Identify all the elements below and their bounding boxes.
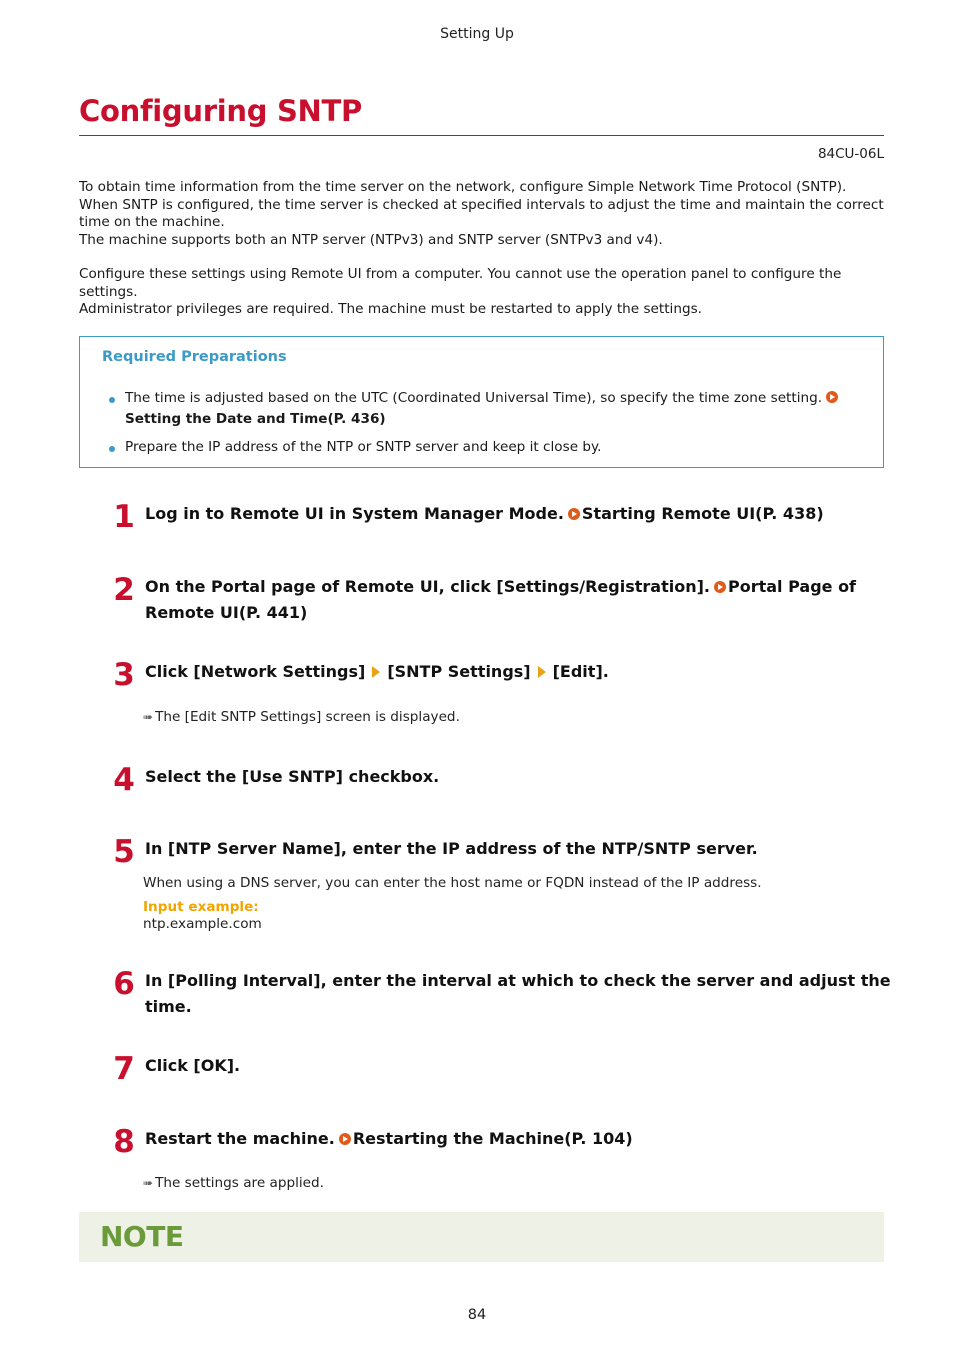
menu-arrow-icon	[538, 666, 546, 678]
note-label: NOTE	[100, 1220, 184, 1253]
link-arrow-icon	[826, 391, 838, 403]
step-number: 7	[113, 1051, 135, 1087]
step-3-result: ➠ The [Edit SNTP Settings] screen is displayed.	[143, 709, 460, 725]
intro-paragraph-1	[79, 179, 884, 249]
restarting-machine-link[interactable]: Restarting the Machine(P. 104)	[352, 1129, 633, 1148]
portal-page-link[interactable]: Portal Page of	[727, 577, 857, 596]
link-arrow-icon	[714, 581, 726, 593]
document-id: 84CU-06L	[817, 146, 884, 162]
input-example-label: Input example:	[143, 899, 259, 915]
step-number: 2	[113, 572, 135, 608]
preparations-title: Required Preparations	[102, 349, 287, 365]
note-box	[79, 1212, 884, 1262]
intro-line: When SNTP is configured, the time server is checked at specified intervals to adjust the time and maintain the correct	[79, 196, 884, 213]
result-arrow-icon: ➠	[143, 710, 153, 724]
intro-line: time on the machine.	[79, 214, 225, 230]
step-5-text: In [NTP Server Name], enter the IP address of the NTP/SNTP server.	[145, 839, 758, 858]
bullet-icon	[109, 446, 115, 452]
input-example-value: ntp.example.com	[143, 916, 262, 932]
preparation-item: Prepare the IP address of the NTP or SNTP server and keep it close by.	[106, 437, 601, 458]
step-number: 1	[113, 499, 135, 535]
bullet-icon	[109, 397, 115, 403]
step-6-text: In [Polling Interval], enter the interval at which to check the server and adjust the time.	[145, 971, 891, 1016]
step-5-description: When using a DNS server, you can enter the host name or FQDN instead of the IP address.	[143, 875, 762, 891]
step-4-text: Select the [Use SNTP] checkbox.	[145, 767, 440, 786]
page-number: 84	[467, 1307, 487, 1323]
step-2-text: On the Portal page of Remote UI, click [Settings/Registration]. Portal Page of Remote UI(P. 441)	[145, 574, 875, 626]
step-number: 6	[113, 966, 135, 1002]
step-3-text: Click [Network Settings] [SNTP Settings] [Edit].	[145, 662, 609, 681]
intro-paragraph-2	[79, 266, 884, 319]
step-number: 3	[113, 657, 135, 693]
step-7-text: Click [OK].	[145, 1056, 241, 1075]
step-number: 4	[113, 762, 135, 798]
required-preparations-box	[79, 336, 884, 468]
intro-line: To obtain time information from the time server on the network, configure Simple Network Time Protocol (SNTP).	[79, 179, 847, 195]
step-number: 5	[113, 834, 135, 870]
step-8-text: Restart the machine. Restarting the Machine(P. 104)	[145, 1129, 633, 1148]
intro-line: Configure these settings using Remote UI from a computer. You cannot use the operation panel to configure the	[79, 266, 842, 282]
intro-line: Administrator privileges are required. The machine must be restarted to apply the settings.	[79, 301, 702, 317]
date-time-link[interactable]: Setting the Date and Time(P. 436)	[125, 411, 386, 427]
portal-page-link-continued[interactable]: Remote UI(P. 441)	[145, 603, 308, 622]
step-8-result: ➠ The settings are applied.	[143, 1175, 324, 1191]
intro-line: The machine supports both an NTP server (NTPv3) and SNTP server (SNTPv3 and v4).	[79, 231, 663, 248]
link-arrow-icon	[339, 1133, 351, 1145]
title-divider	[79, 135, 884, 136]
step-1-text: Log in to Remote UI in System Manager Mode. Starting Remote UI(P. 438)	[145, 504, 824, 523]
preparation-item: The time is adjusted based on the UTC (Coordinated Universal Time), so specify the time zone setting. Setting the Date and Time(P. 436)	[106, 388, 840, 430]
link-arrow-icon	[568, 508, 580, 520]
step-number: 8	[113, 1124, 135, 1160]
starting-remote-ui-link[interactable]: Starting Remote UI(P. 438)	[581, 504, 824, 523]
page-header: Setting Up	[440, 26, 514, 42]
result-arrow-icon: ➠	[143, 1176, 153, 1190]
page-title: Configuring SNTP	[79, 94, 362, 128]
menu-arrow-icon	[372, 666, 380, 678]
intro-line: settings.	[79, 283, 138, 300]
